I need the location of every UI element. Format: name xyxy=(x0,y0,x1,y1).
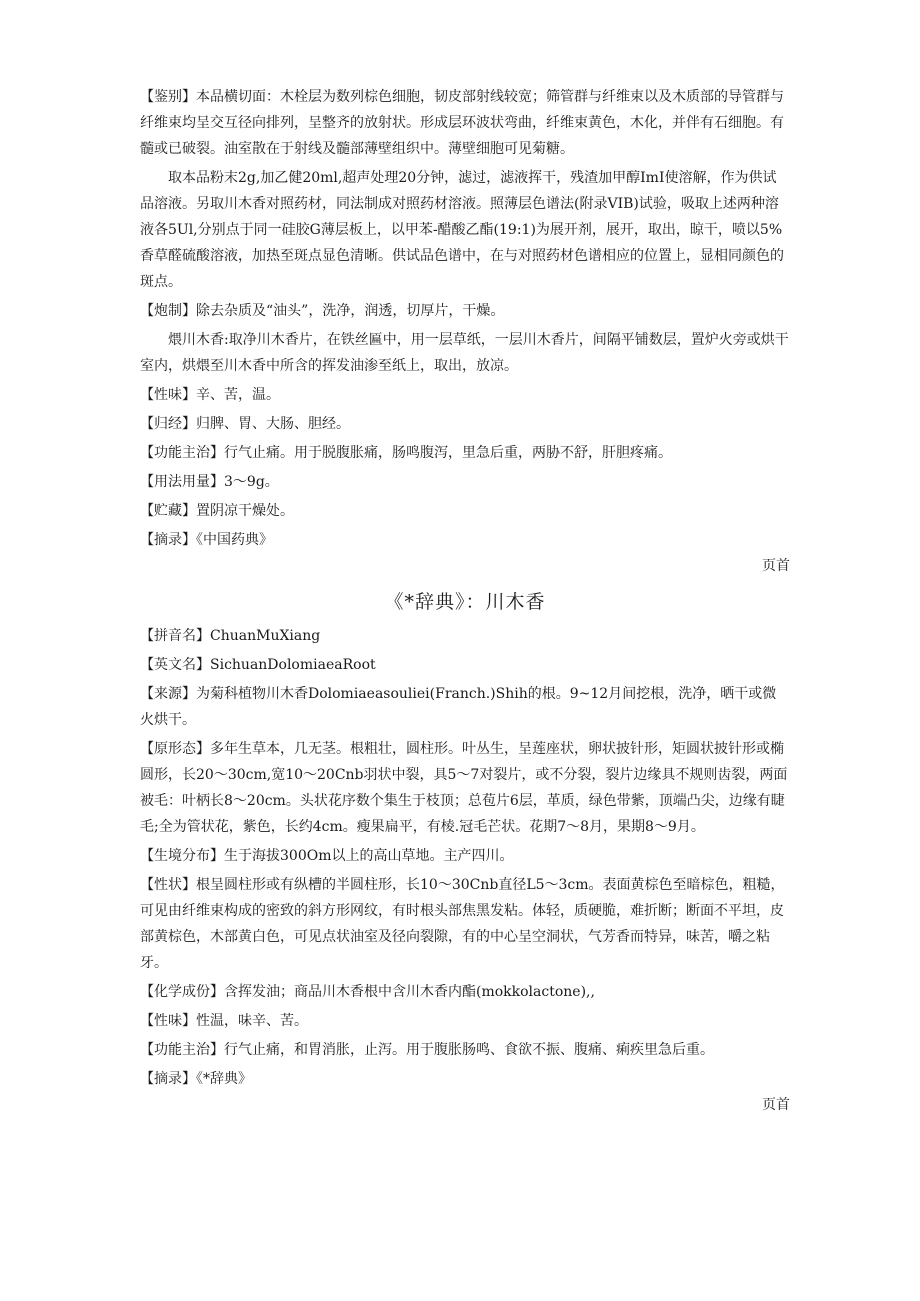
habitat-paragraph: 【生境分布】生于海拔300Om以上的高山草地。主产四川。 xyxy=(140,848,514,864)
processing-paragraph: 【炮制】除去杂质及“油头”，洗净，润透，切厚片，干燥。 xyxy=(140,303,505,319)
pinyin-paragraph: 【拼音名】ChuanMuXiang xyxy=(140,628,321,644)
meridian-paragraph: 【归经】归脾、胃、大肠、胆经。 xyxy=(140,416,350,432)
function-paragraph: 【功能主治】行气止痛。用于脱腹胀痛，肠鸣腹泻，里急后重，两胁不舒，肝胆疼痛。 xyxy=(140,445,672,461)
function-paragraph-2: 【功能主治】行气止痛，和胃消胀，止泻。用于腹胀肠鸣、食欲不振、腹痛、痢疾里急后重。 xyxy=(140,1042,714,1058)
section-title: 《*辞典》：川木香 xyxy=(384,591,546,613)
storage-paragraph: 【贮藏】置阴凉干燥处。 xyxy=(140,503,294,519)
document-body xyxy=(140,84,790,1118)
page-top-link-2[interactable]: 页首 xyxy=(762,1097,790,1113)
chemistry-paragraph: 【化学成份】含挥发油；商品川木香根中含川木香内酯(mokkolactone),, xyxy=(140,984,595,1000)
nature-paragraph-2: 【性味】性温，味辛、苦。 xyxy=(140,1013,308,1029)
source-paragraph: 【来源】为菊科植物川木香Dolomiaeasouliei(Franch.)Shih的根。9~12月间挖根，洗净，晒干或微火烘干。 xyxy=(140,686,777,728)
english-name-paragraph: 【英文名】SichuanDolomiaeaRoot xyxy=(140,657,376,673)
roasted-paragraph: 煨川木香:取净川木香片，在铁丝匾中，用一层草纸，一层川木香片，间隔平铺数层，置炉火旁或烘干室内，烘煨至川木香中所含的挥发油渗至纸上，取出，放凉。 xyxy=(140,332,789,374)
morphology-paragraph: 【原形态】多年生草本，几无茎。根粗壮，圆柱形。叶丛生，呈莲座状，卵状披针形，矩圆状披针形或椭圆形，长20～30cm,宽10～20Cnb羽状中裂，具5～7对裂片，或不分裂，裂片边缘具不规则齿裂，两面被毛：叶柄长8～20cm。头状花序数个集生于枝顶；总苞片6层，革质，绿色带紫，顶端凸尖，边缘有睫毛;全为管状花，紫色，长约4cm。瘦果扁平，有棱.冠毛芒状。花期7～8月，果期8～9月。 xyxy=(140,741,788,835)
excerpt-paragraph: 【摘录】《中国药典》 xyxy=(140,532,273,548)
dosage-paragraph: 【用法用量】3～9g。 xyxy=(140,474,279,490)
excerpt-paragraph-2: 【摘录】《*辞典》 xyxy=(140,1071,252,1087)
identification-paragraph: 【鉴别】本品横切面：木栓层为数列棕色细胞，韧皮部射线较宽；筛管群与纤维束以及木质部的导管群与纤维束均呈交互径向排列，呈整齐的放射状。形成层环波状弯曲，纤维束黄色，木化，并伴有石细胞。有髓或已破裂。油室散在于射线及髓部薄壁组织中。薄壁细胞可见菊糖。 xyxy=(140,89,784,157)
tlc-paragraph: 取本品粉末2g,加乙健20ml,超声处理20分钟，滤过，滤液挥干，残渣加甲醇ImI使溶解，作为供试品溶液。另取川木香对照药材，同法制成对照药材溶液。照薄层色谱法(附录VIB)试验，吸取上述两种溶液各5Ul,分别点于同一硅胶G薄层板上，以甲苯-醋酸乙酯(19:1)为展开剂，展开，取出，晾干，喷以5%香草醛硫酸溶液，加热至斑点显色清晰。供试品色谱中，在与对照药材色谱相应的位置上，显相同颜色的斑点。 xyxy=(140,170,784,290)
nature-paragraph: 【性味】辛、苦，温。 xyxy=(140,387,280,403)
properties-paragraph: 【性状】根呈圆柱形或有纵槽的半圆柱形，长10～30Cnb直径L5～3cm。表面黄棕色至暗棕色，粗糙，可见由纤维束构成的密致的斜方形网纹，有时根头部焦黑发粘。体轻，质硬脆，难折断；断面不平坦，皮部黄棕色，木部黄白色，可见点状油室及径向裂隙，有的中心呈空洞状，气芳香而特异，味苦，嚼之粘牙。 xyxy=(140,877,785,971)
page-top-link[interactable]: 页首 xyxy=(762,558,790,574)
